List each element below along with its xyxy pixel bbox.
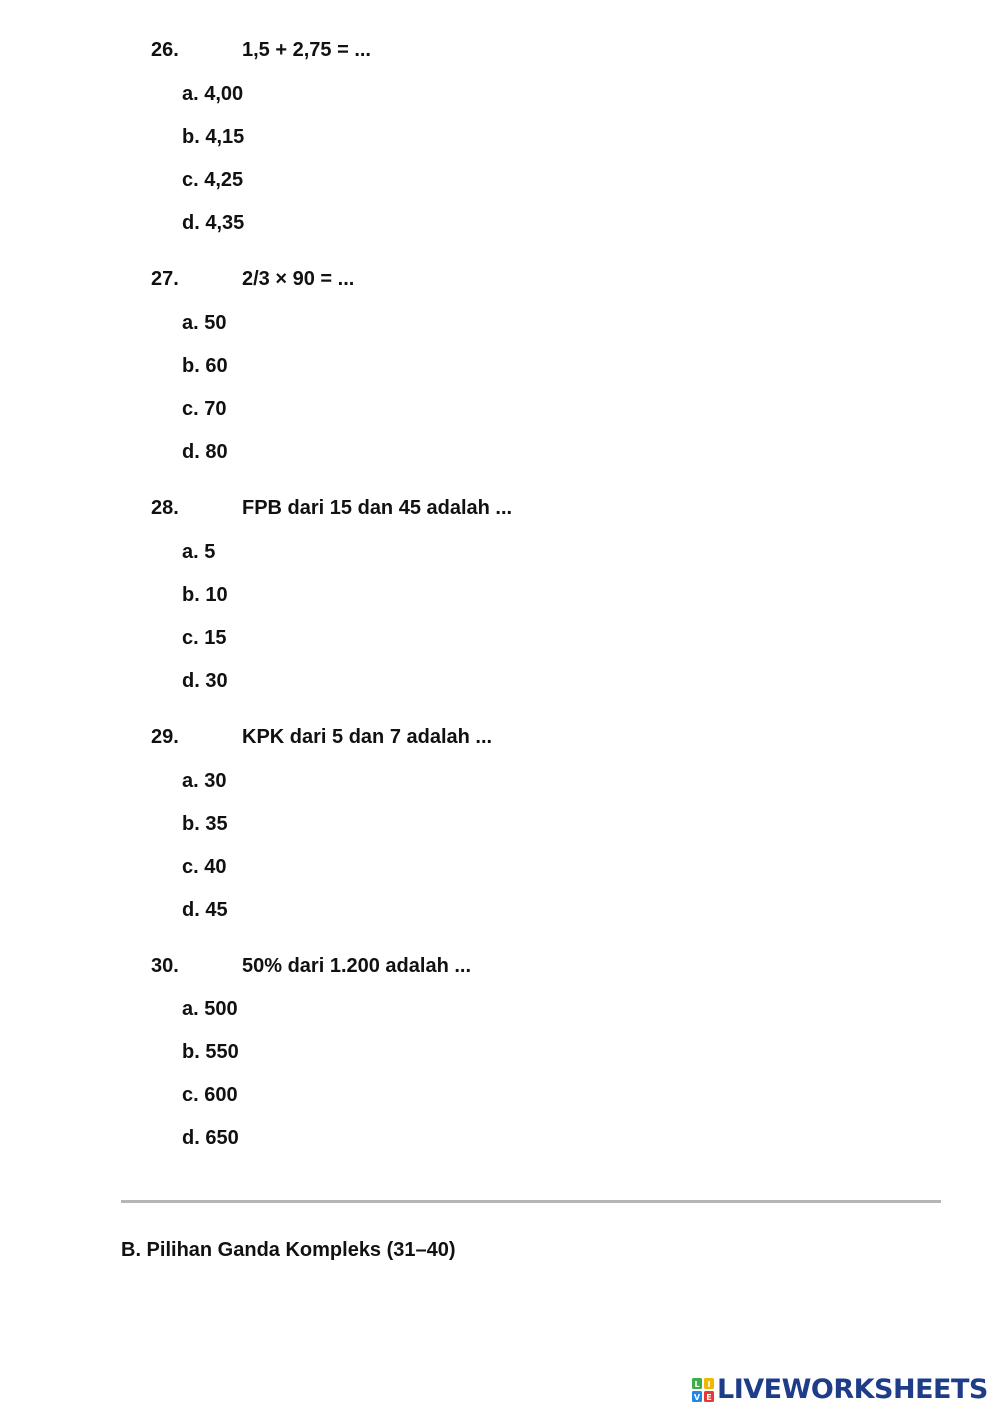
option-d[interactable]: d. 45 <box>182 899 228 921</box>
option-d[interactable]: d. 650 <box>182 1127 239 1149</box>
option-c[interactable]: c. 4,25 <box>182 169 244 191</box>
brand-name: LIVEWORKSHEETS <box>717 1374 988 1405</box>
option-c[interactable]: c. 70 <box>182 398 227 420</box>
section-divider <box>121 1200 941 1203</box>
question-text: KPK dari 5 dan 7 adalah ... <box>242 726 493 748</box>
option-b[interactable]: b. 35 <box>182 813 228 835</box>
option-c[interactable]: c. 40 <box>182 856 227 878</box>
option-c[interactable]: c. 15 <box>182 627 227 649</box>
svg-text:V: V <box>693 1393 701 1402</box>
liveworksheets-logo-icon <box>692 1378 714 1402</box>
option-a[interactable]: a. 5 <box>182 541 216 563</box>
question-text: 1,5 + 2,75 = ... <box>242 39 371 61</box>
option-a[interactable]: a. 30 <box>182 770 227 792</box>
option-a[interactable]: a. 50 <box>182 312 227 334</box>
option-d[interactable]: d. 4,35 <box>182 212 245 234</box>
question-number: 30. <box>151 955 179 977</box>
question-text: 2/3 × 90 = ... <box>242 268 355 290</box>
question-text: FPB dari 15 dan 45 adalah ... <box>242 497 513 519</box>
option-a[interactable]: a. 500 <box>182 998 238 1020</box>
option-d[interactable]: d. 80 <box>182 441 228 463</box>
question-header <box>151 267 354 291</box>
liveworksheets-brand <box>692 1375 988 1405</box>
section-title: B. Pilihan Ganda Kompleks (31–40) <box>121 1239 456 1261</box>
question-number: 29. <box>151 726 179 748</box>
question-text: 50% dari 1.200 adalah ... <box>242 955 472 977</box>
svg-text:I: I <box>707 1380 711 1389</box>
svg-text:E: E <box>706 1393 712 1402</box>
option-b[interactable]: b. 10 <box>182 584 228 606</box>
option-b[interactable]: b. 550 <box>182 1041 239 1063</box>
question-header <box>151 38 371 62</box>
option-d[interactable]: d. 30 <box>182 670 228 692</box>
svg-text:L: L <box>694 1380 700 1389</box>
question-number: 26. <box>151 39 179 61</box>
question-header <box>151 725 492 749</box>
question-number: 28. <box>151 497 179 519</box>
question-number: 27. <box>151 268 179 290</box>
question-header <box>151 496 512 520</box>
option-b[interactable]: b. 60 <box>182 355 228 377</box>
option-b[interactable]: b. 4,15 <box>182 126 245 148</box>
question-header <box>151 954 471 978</box>
option-c[interactable]: c. 600 <box>182 1084 238 1106</box>
option-a[interactable]: a. 4,00 <box>182 83 244 105</box>
